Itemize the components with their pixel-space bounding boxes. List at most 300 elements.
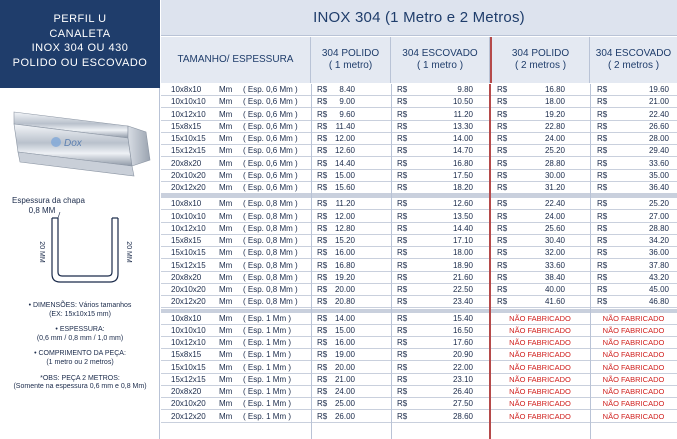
currency-cell: R$ (497, 285, 508, 294)
price-cell: 11.20 (453, 109, 473, 119)
sidebar (0, 0, 160, 439)
column-header-polido-2m: 304 POLIDO ( 2 metros ) (490, 37, 590, 83)
price-cell: 22.80 (544, 121, 565, 131)
thickness-cell: ( Esp. 0,8 Mm ) (243, 285, 298, 294)
currency-cell: R$ (397, 313, 408, 323)
table-row (161, 223, 677, 235)
table-row (161, 411, 677, 423)
not-made-cell: NÃO FABRICADO (509, 338, 571, 347)
not-made-cell: NÃO FABRICADO (602, 374, 665, 384)
price-cell: 20.90 (452, 350, 473, 360)
currency-cell: R$ (597, 199, 608, 209)
unit-cell: Mm (219, 260, 233, 270)
thickness-cell: ( Esp. 0,8 Mm ) (243, 223, 298, 233)
currency-cell: R$ (397, 236, 408, 245)
currency-cell: R$ (497, 272, 508, 282)
thickness-cell: ( Esp. 0,6 Mm ) (243, 109, 298, 119)
price-cell: 30.00 (544, 170, 565, 180)
price-cell: 20.80 (334, 297, 355, 307)
currency-cell: R$ (317, 362, 328, 372)
currency-cell: R$ (317, 297, 328, 307)
unit-cell: Mm (219, 272, 233, 282)
currency-cell: R$ (497, 158, 508, 168)
currency-cell: R$ (497, 223, 508, 233)
price-cell: 12.00 (334, 134, 355, 143)
price-cell: 17.50 (452, 170, 473, 180)
not-made-cell: NÃO FABRICADO (602, 362, 665, 372)
not-made-cell: NÃO FABRICADO (509, 387, 571, 396)
currency-cell: R$ (597, 134, 608, 143)
price-cell: 20.00 (334, 362, 355, 372)
price-cell: 33.60 (544, 260, 565, 270)
not-made-cell: NÃO FABRICADO (602, 399, 665, 409)
dim-left-label: 20 MM (38, 241, 45, 263)
size-cell: 10x12x10 (171, 338, 206, 347)
column-header-size: TAMANHO/ ESPESSURA (161, 37, 311, 83)
currency-cell: R$ (317, 146, 328, 156)
page-title-bar (161, 0, 677, 36)
currency-cell: R$ (497, 170, 508, 180)
table-row (161, 374, 677, 386)
price-cell: 11.40 (335, 121, 355, 131)
size-cell: 10x10x10 (171, 325, 206, 335)
currency-cell: R$ (317, 85, 328, 94)
thickness-cell: ( Esp. 0,8 Mm ) (243, 260, 298, 270)
price-cell: 11.20 (335, 199, 355, 209)
size-cell: 20x8x20 (171, 387, 202, 396)
currency-cell: R$ (397, 260, 408, 270)
sidebar-title-line: PERFIL U (53, 13, 107, 25)
sidebar-title (0, 0, 160, 88)
unit-cell: Mm (219, 285, 233, 294)
currency-cell: R$ (397, 146, 408, 156)
price-cell: 15.60 (334, 183, 355, 192)
table-row (161, 386, 677, 398)
table-row (161, 158, 677, 170)
currency-cell: R$ (317, 170, 328, 180)
price-cell: 16.50 (452, 325, 473, 335)
column-divider (311, 84, 312, 439)
price-cell: 26.40 (452, 387, 473, 396)
thickness-cell: ( Esp. 0,6 Mm ) (243, 85, 298, 94)
price-cell: 45.00 (648, 285, 669, 294)
unit-cell: Mm (219, 313, 233, 323)
table-row (161, 260, 677, 272)
table-row (161, 121, 677, 133)
table-row (161, 145, 677, 157)
thickness-cell: ( Esp. 0,8 Mm ) (243, 297, 298, 307)
price-cell: 20.00 (334, 285, 355, 294)
price-cell: 18.00 (452, 248, 473, 258)
currency-cell: R$ (317, 236, 328, 245)
price-cell: 36.40 (648, 183, 669, 192)
price-cell: 18.90 (452, 260, 473, 270)
currency-cell: R$ (317, 121, 328, 131)
price-cell: 25.00 (334, 399, 355, 409)
price-cell: 28.60 (452, 411, 473, 421)
price-cell: 22.00 (452, 362, 473, 372)
price-cell: 19.00 (334, 350, 355, 360)
currency-cell: R$ (317, 134, 328, 143)
size-cell: 10x12x10 (171, 223, 206, 233)
currency-cell: R$ (317, 199, 328, 209)
price-cell: 22.40 (544, 199, 565, 209)
column-header-escovado-2m: 304 ESCOVADO ( 2 metros ) (590, 37, 677, 83)
currency-cell: R$ (317, 223, 328, 233)
currency-cell: R$ (397, 272, 408, 282)
table-row (161, 96, 677, 108)
unit-cell: Mm (219, 134, 233, 143)
price-cell: 13.50 (452, 211, 473, 221)
notes (0, 302, 160, 399)
price-cell: 29.40 (648, 146, 669, 156)
price-cell: 8.40 (339, 85, 355, 94)
currency-cell: R$ (397, 297, 408, 307)
currency-cell: R$ (397, 223, 408, 233)
price-cell: 15.00 (334, 325, 355, 335)
not-made-cell: NÃO FABRICADO (602, 411, 665, 421)
price-cell: 24.00 (544, 134, 565, 143)
not-made-cell: NÃO FABRICADO (509, 313, 571, 323)
size-cell: 10x10x10 (171, 211, 206, 221)
unit-cell: Mm (219, 387, 233, 396)
price-cell: 14.40 (452, 223, 473, 233)
currency-cell: R$ (597, 170, 608, 180)
thickness-cell: ( Esp. 0,8 Mm ) (243, 211, 298, 221)
price-cell: 41.60 (544, 297, 565, 307)
thickness-cell: ( Esp. 0,6 Mm ) (243, 183, 298, 192)
table-row (161, 198, 677, 210)
size-cell: 15x10x15 (171, 134, 206, 143)
currency-cell: R$ (497, 97, 508, 107)
size-cell: 20x10x20 (171, 170, 206, 180)
not-made-cell: NÃO FABRICADO (602, 313, 665, 323)
price-cell: 9.80 (457, 85, 473, 94)
unit-cell: Mm (219, 223, 233, 233)
table-row (161, 170, 677, 182)
currency-cell: R$ (317, 248, 328, 258)
not-made-cell: NÃO FABRICADO (509, 325, 571, 335)
column-header-escovado-1m: 304 ESCOVADO ( 1 metro ) (391, 37, 490, 83)
u-profile-image (10, 104, 152, 180)
currency-cell: R$ (397, 85, 408, 94)
currency-cell: R$ (317, 260, 328, 270)
currency-cell: R$ (597, 146, 608, 156)
thickness-cell: ( Esp. 1 Mm ) (243, 338, 292, 347)
size-cell: 10x8x10 (171, 313, 202, 323)
price-cell: 14.70 (452, 146, 473, 156)
note-dimensoes: • DIMENSÕES: Vários tamanhos (EX: 15x10x15 mm) (28, 302, 132, 318)
page-title: INOX 304 (1 Metro e 2 Metros) (313, 9, 525, 26)
price-cell: 34.20 (648, 236, 669, 245)
price-cell: 17.10 (452, 236, 473, 245)
price-cell: 12.00 (334, 211, 355, 221)
thickness-cell: ( Esp. 0,6 Mm ) (243, 146, 298, 156)
espessura-label: Espessura da chapa 0,8 MM (12, 196, 85, 215)
currency-cell: R$ (317, 285, 328, 294)
currency-cell: R$ (397, 109, 408, 119)
table-row (161, 284, 677, 296)
unit-cell: Mm (219, 109, 233, 119)
not-made-cell: NÃO FABRICADO (602, 387, 665, 396)
thickness-cell: ( Esp. 1 Mm ) (243, 313, 292, 323)
price-cell: 15.00 (334, 170, 355, 180)
currency-cell: R$ (397, 338, 408, 347)
size-cell: 15x12x15 (171, 146, 206, 156)
not-made-cell: NÃO FABRICADO (509, 350, 571, 360)
price-cell: 10.50 (452, 97, 473, 107)
sidebar-title-line: INOX 304 OU 430 (31, 42, 129, 54)
thickness-cell: ( Esp. 0,6 Mm ) (243, 170, 298, 180)
price-cell: 23.10 (452, 374, 473, 384)
price-cell: 12.60 (334, 146, 355, 156)
logo-icon (51, 137, 61, 147)
thickness-cell: ( Esp. 1 Mm ) (243, 399, 292, 409)
currency-cell: R$ (497, 236, 508, 245)
currency-cell: R$ (597, 85, 608, 94)
currency-cell: R$ (317, 350, 328, 360)
price-cell: 35.00 (648, 170, 669, 180)
size-cell: 10x8x10 (171, 85, 202, 94)
currency-cell: R$ (397, 285, 408, 294)
currency-cell: R$ (317, 338, 328, 347)
price-cell: 16.00 (334, 248, 355, 258)
price-cell: 12.80 (334, 223, 355, 233)
unit-cell: Mm (219, 158, 233, 168)
currency-cell: R$ (497, 134, 508, 143)
currency-cell: R$ (597, 248, 608, 258)
not-made-cell: NÃO FABRICADO (509, 362, 571, 372)
size-cell: 15x8x15 (171, 121, 202, 131)
price-cell: 22.50 (452, 285, 473, 294)
unit-cell: Mm (219, 399, 233, 409)
price-cell: 38.40 (544, 272, 565, 282)
price-cell: 16.80 (452, 158, 473, 168)
currency-cell: R$ (597, 285, 608, 294)
currency-cell: R$ (397, 399, 408, 409)
currency-cell: R$ (497, 85, 508, 94)
price-cell: 16.00 (334, 338, 355, 347)
note-obs: *OBS: PEÇA 2 METROS: (Somente na espessura 0,6 mm e 0,8 Mm) (13, 374, 147, 391)
price-cell: 19.20 (544, 109, 565, 119)
unit-cell: Mm (219, 146, 233, 156)
currency-cell: R$ (497, 260, 508, 270)
currency-cell: R$ (397, 211, 408, 221)
not-made-cell: NÃO FABRICADO (509, 411, 571, 421)
thickness-cell: ( Esp. 1 Mm ) (243, 362, 292, 372)
size-cell: 15x12x15 (171, 260, 206, 270)
currency-cell: R$ (397, 387, 408, 396)
price-cell: 14.00 (334, 313, 355, 323)
column-divider-2m (489, 84, 491, 439)
currency-cell: R$ (597, 236, 608, 245)
price-cell: 28.00 (648, 134, 669, 143)
price-cell: 16.80 (544, 85, 565, 94)
unit-cell: Mm (219, 374, 233, 384)
unit-cell: Mm (219, 411, 233, 421)
price-cell: 24.00 (334, 387, 355, 396)
price-cell: 33.60 (648, 158, 669, 168)
price-cell: 9.00 (339, 97, 355, 107)
currency-cell: R$ (317, 325, 328, 335)
price-cell: 26.60 (648, 121, 669, 131)
unit-cell: Mm (219, 121, 233, 131)
price-cell: 32.00 (544, 248, 565, 258)
thickness-cell: ( Esp. 1 Mm ) (243, 411, 292, 421)
currency-cell: R$ (317, 211, 328, 221)
table-row (161, 398, 677, 410)
unit-cell: Mm (219, 236, 233, 245)
size-cell: 20x12x20 (171, 411, 206, 421)
price-cell: 43.20 (648, 272, 669, 282)
size-cell: 20x12x20 (171, 183, 206, 192)
price-cell: 9.60 (339, 109, 355, 119)
currency-cell: R$ (317, 411, 328, 421)
currency-cell: R$ (317, 387, 328, 396)
thickness-cell: ( Esp. 0,8 Mm ) (243, 248, 298, 258)
table-row (161, 133, 677, 145)
currency-cell: R$ (597, 297, 608, 307)
thickness-cell: ( Esp. 1 Mm ) (243, 350, 292, 360)
currency-cell: R$ (317, 399, 328, 409)
thickness-cell: ( Esp. 0,8 Mm ) (243, 272, 298, 282)
price-cell: 27.00 (648, 211, 669, 221)
price-cell: 17.60 (452, 338, 473, 347)
size-cell: 10x8x10 (171, 199, 202, 209)
column-header-polido-1m: 304 POLIDO ( 1 metro) (311, 37, 391, 83)
currency-cell: R$ (397, 134, 408, 143)
table-row (161, 296, 677, 308)
currency-cell: R$ (597, 272, 608, 282)
price-cell: 37.80 (648, 260, 669, 270)
table-row (161, 84, 677, 96)
price-cell: 24.00 (544, 211, 565, 221)
currency-cell: R$ (497, 297, 508, 307)
table-row (161, 325, 677, 337)
price-cell: 25.20 (544, 146, 565, 156)
price-cell: 28.80 (544, 158, 565, 168)
currency-cell: R$ (317, 158, 328, 168)
currency-cell: R$ (597, 158, 608, 168)
unit-cell: Mm (219, 170, 233, 180)
unit-cell: Mm (219, 211, 233, 221)
currency-cell: R$ (397, 248, 408, 258)
unit-cell: Mm (219, 183, 233, 192)
size-cell: 15x12x15 (171, 374, 206, 384)
currency-cell: R$ (397, 199, 408, 209)
price-cell: 21.00 (334, 374, 355, 384)
column-divider (590, 84, 591, 439)
currency-cell: R$ (497, 199, 508, 209)
price-cell: 22.40 (648, 109, 669, 119)
size-cell: 15x8x15 (171, 236, 202, 245)
price-cell: 31.20 (544, 183, 565, 192)
table-row (161, 313, 677, 325)
dim-right-label: 20 MM (125, 241, 132, 263)
size-cell: 20x8x20 (171, 158, 202, 168)
size-cell: 15x8x15 (171, 350, 202, 360)
currency-cell: R$ (497, 248, 508, 258)
table-row (161, 109, 677, 121)
thickness-cell: ( Esp. 0,6 Mm ) (243, 158, 298, 168)
table-row (161, 272, 677, 284)
price-cell: 40.00 (544, 285, 565, 294)
thickness-cell: ( Esp. 1 Mm ) (243, 325, 292, 335)
unit-cell: Mm (219, 338, 233, 347)
price-cell: 26.00 (334, 411, 355, 421)
size-cell: 10x12x10 (171, 109, 206, 119)
unit-cell: Mm (219, 325, 233, 335)
currency-cell: R$ (317, 272, 328, 282)
not-made-cell: NÃO FABRICADO (602, 338, 665, 347)
table-row (161, 337, 677, 349)
currency-cell: R$ (397, 121, 408, 131)
price-cell: 19.20 (334, 272, 355, 282)
size-cell: 15x10x15 (171, 362, 206, 372)
price-cell: 21.60 (452, 272, 473, 282)
thickness-cell: ( Esp. 0,8 Mm ) (243, 236, 298, 245)
thickness-cell: ( Esp. 0,6 Mm ) (243, 97, 298, 107)
price-cell: 16.80 (334, 260, 355, 270)
price-cell: 19.60 (648, 85, 669, 94)
sidebar-title-line: POLIDO OU ESCOVADO (12, 56, 148, 69)
not-made-cell: NÃO FABRICADO (509, 399, 571, 409)
size-cell: 20x10x20 (171, 285, 206, 294)
unit-cell: Mm (219, 199, 233, 209)
table-row (161, 235, 677, 247)
table-row (161, 211, 677, 223)
size-cell: 20x8x20 (171, 272, 202, 282)
currency-cell: R$ (597, 97, 608, 107)
currency-cell: R$ (397, 97, 408, 107)
table-row (161, 362, 677, 374)
currency-cell: R$ (397, 374, 408, 384)
table-row (161, 349, 677, 361)
note-comprimento: • COMPRIMENTO DA PEÇA: (1 metro ou 2 metros) (34, 350, 126, 366)
price-cell: 15.40 (452, 313, 473, 323)
unit-cell: Mm (219, 97, 233, 107)
price-cell: 12.60 (452, 199, 473, 209)
u-shape-diagram (30, 212, 140, 287)
not-made-cell: NÃO FABRICADO (602, 350, 665, 360)
price-cell: 14.00 (452, 134, 473, 143)
price-cell: 14.40 (334, 158, 355, 168)
currency-cell: R$ (397, 183, 408, 192)
price-cell: 21.00 (648, 97, 669, 107)
currency-cell: R$ (317, 374, 328, 384)
price-cell: 36.00 (648, 248, 669, 258)
table-row (161, 182, 677, 194)
size-cell: 20x10x20 (171, 399, 206, 409)
currency-cell: R$ (497, 211, 508, 221)
currency-cell: R$ (497, 121, 508, 131)
currency-cell: R$ (497, 183, 508, 192)
currency-cell: R$ (317, 183, 328, 192)
size-cell: 20x12x20 (171, 297, 206, 307)
logo-text: Dox (64, 138, 82, 149)
unit-cell: Mm (219, 248, 233, 258)
size-cell: 10x10x10 (171, 97, 206, 107)
price-cell: 25.20 (648, 199, 669, 209)
column-divider (391, 84, 392, 439)
currency-cell: R$ (397, 411, 408, 421)
thickness-cell: ( Esp. 1 Mm ) (243, 387, 292, 396)
unit-cell: Mm (219, 85, 233, 94)
not-made-cell: NÃO FABRICADO (602, 325, 665, 335)
currency-cell: R$ (317, 97, 328, 107)
size-cell: 15x10x15 (171, 248, 206, 258)
currency-cell: R$ (497, 146, 508, 156)
